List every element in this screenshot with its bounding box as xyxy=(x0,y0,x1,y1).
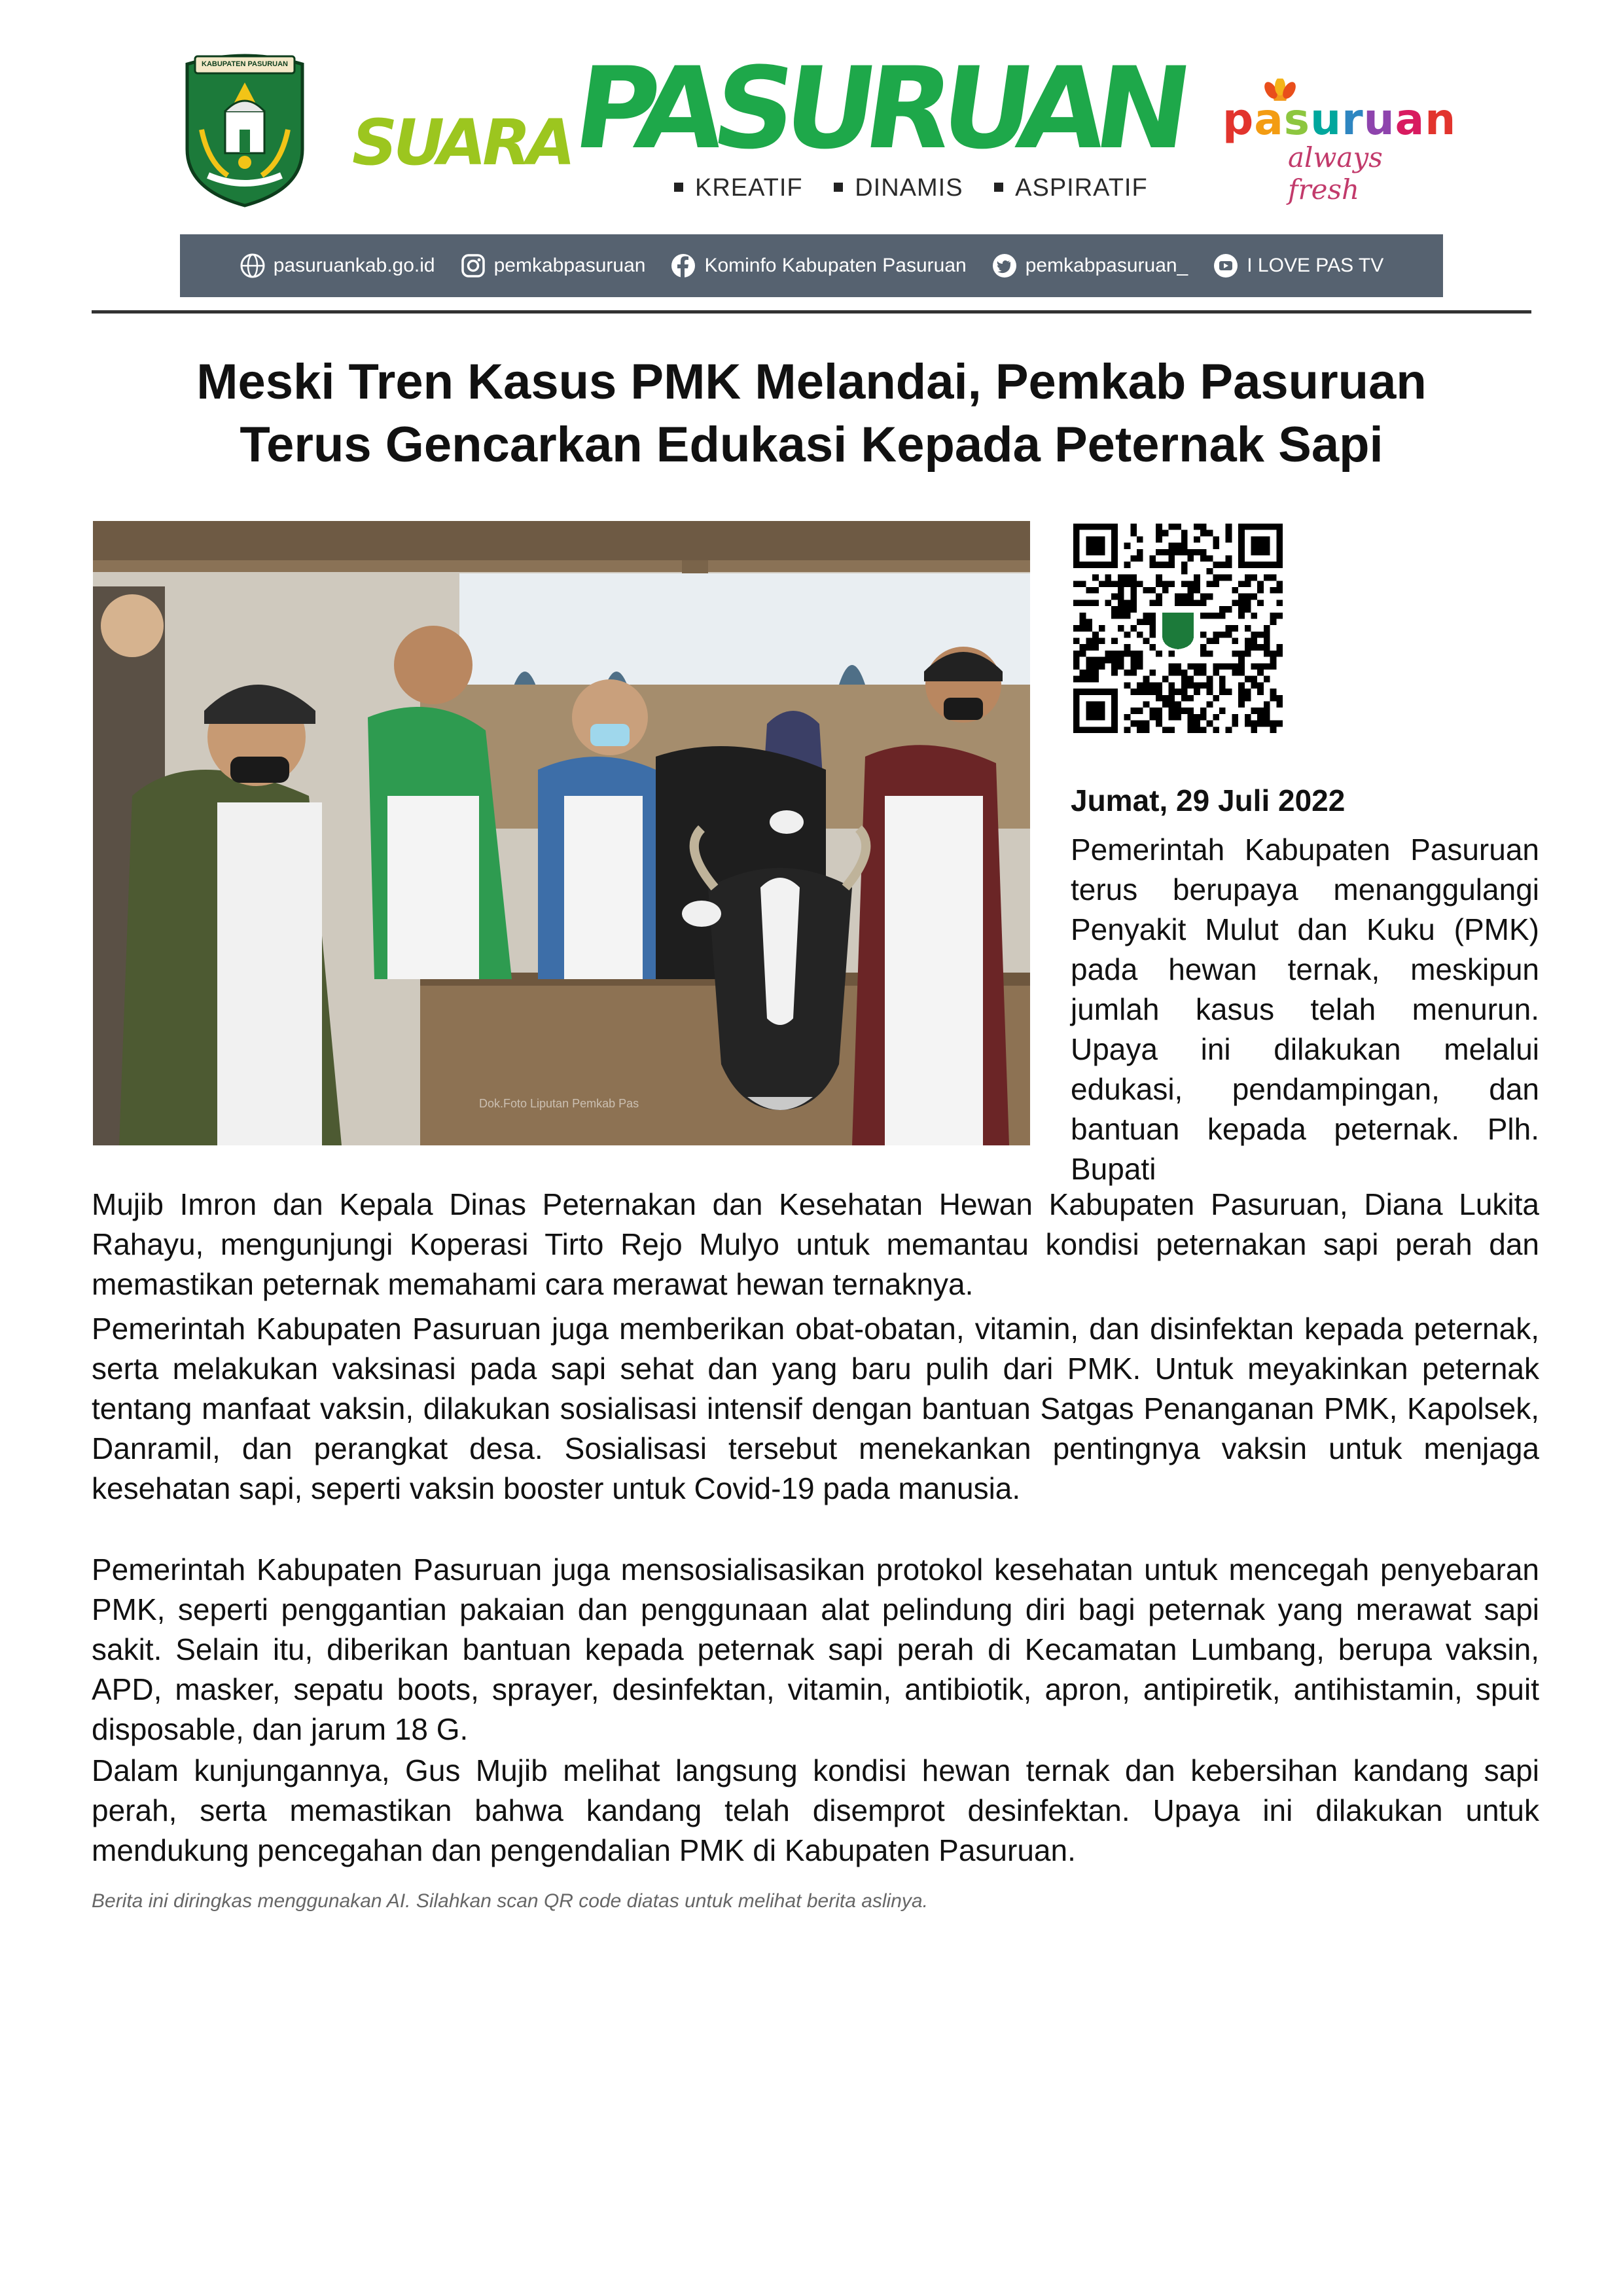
pasuruan-always-fresh-logo xyxy=(1222,79,1458,206)
youtube-icon xyxy=(1213,253,1239,279)
tourism-logo-word: pasuruan xyxy=(1222,94,1457,145)
tagline-item: DINAMIS xyxy=(855,174,963,202)
instagram-icon xyxy=(460,253,486,279)
social-instagram-label: pemkabpasuruan xyxy=(493,255,646,276)
social-twitter-label: pemkabpasuruan_ xyxy=(1025,255,1188,276)
social-facebook[interactable] xyxy=(670,253,966,279)
tagline-item: KREATIF xyxy=(695,174,803,202)
social-website-label: pasuruankab.go.id xyxy=(273,255,435,276)
ai-summary-footnote: Berita ini diringkas menggunakan AI. Silahkan scan QR code diatas untuk melihat berita aslinya. xyxy=(92,1890,928,1912)
social-media-bar xyxy=(180,234,1443,297)
regency-crest-logo xyxy=(182,51,308,208)
qr-code[interactable] xyxy=(1073,524,1283,733)
article-paragraph: Pemerintah Kabupaten Pasuruan juga memberikan obat-obatan, vitamin, dan disinfektan kepada peternak, serta melakukan vaksinasi pada sapi sehat dan yang baru pulih dari PMK. Untuk meyakinkan peternak tentang manfaat vaksin, dilakukan sosialisasi intensif dengan bantuan Satgas Penanganan PMK, Kapolsek, Danramil, dan perangkat desa. Sosialisasi tersebut menekankan pentingnya vaksin untuk menjaga kesehatan sapi, seperti vaksin booster untuk Covid-19 pada manusia. xyxy=(92,1312,1539,1505)
tagline-item: ASPIRATIF xyxy=(1015,174,1148,202)
social-instagram[interactable] xyxy=(460,253,646,279)
article-paragraph: Pemerintah Kabupaten Pasuruan juga mensosialisasikan protokol kesehatan untuk mencegah penyebaran PMK, seperti penggantian pakaian dan penggunaan alat pelindung diri bagi peternak yang merawat sapi sakit. Selain itu, diberikan bantuan kepada peternak sapi perah di Kecamatan Lumbang, berupa vaksin, APD, masker, sepatu boots, sprayer, desinfektan, vitamin, antibiotik, apron, antipiretik, antihistamin, spuit disposable, dan jarum 18 G. xyxy=(92,1552,1539,1746)
article-photo xyxy=(93,521,1030,1145)
social-youtube[interactable] xyxy=(1213,253,1383,279)
article-paragraph: Dalam kunjungannya, Gus Mujib melihat langsung kondisi hewan ternak dan kebersihan kandang sapi perah, serta memastikan bahwa kandang telah disemprot desinfektan. Upaya ini dilakukan untuk mendukung pencegahan dan pengendalian PMK di Kabupaten Pasuruan. xyxy=(92,1753,1539,1867)
twitter-icon xyxy=(991,253,1018,279)
brand-pasuruan-text: PASURUAN xyxy=(567,43,1190,174)
article-date: Jumat, 29 Juli 2022 xyxy=(1071,783,1346,817)
brand-suara-text: SUARA xyxy=(352,106,572,179)
bullet-square-icon xyxy=(994,183,1003,192)
social-facebook-label: Kominfo Kabupaten Pasuruan xyxy=(704,255,967,276)
suara-pasuruan-logo xyxy=(352,43,1190,179)
globe-icon xyxy=(240,253,266,279)
header-divider xyxy=(92,310,1531,314)
bullet-square-icon xyxy=(834,183,843,192)
photo-credit: Dok.Foto Liputan Pemkab Pas xyxy=(479,1097,639,1110)
crest-label: KABUPATEN PASURUAN xyxy=(202,60,288,68)
article-title xyxy=(92,351,1531,476)
article-paragraph: Pemerintah Kabupaten Pasuruan terus berupaya menanggulangi Penyakit Mulut dan Kuku (PMK) pada hewan ternak, meskipun jumlah kasus telah menurun. Upaya ini dilakukan melalui edukasi, pendampingan, dan bantuan kepada peternak. Plh. Bupati xyxy=(1071,833,1539,1186)
article-paragraph: Mujib Imron dan Kepala Dinas Peternakan dan Kesehatan Hewan Kabupaten Pasuruan, Diana Lukita Rahayu, mengunjungi Koperasi Tirto Rejo Mulyo untuk memantau kondisi peternakan sapi perah dan memastikan peternak memahami cara merawat hewan ternaknya. xyxy=(92,1187,1539,1301)
article-title-line: Meski Tren Kasus PMK Melandai, Pemkab Pasuruan xyxy=(196,354,1427,410)
article-title-line: Terus Gencarkan Edukasi Kepada Peternak Sapi xyxy=(240,417,1383,473)
social-twitter[interactable] xyxy=(991,253,1188,279)
social-youtube-label: I LOVE PAS TV xyxy=(1247,255,1384,276)
social-website[interactable] xyxy=(240,253,435,279)
bullet-square-icon xyxy=(674,183,683,192)
tourism-slogan: always fresh xyxy=(1288,141,1383,206)
facebook-icon xyxy=(670,253,696,279)
tagline xyxy=(674,174,1171,202)
